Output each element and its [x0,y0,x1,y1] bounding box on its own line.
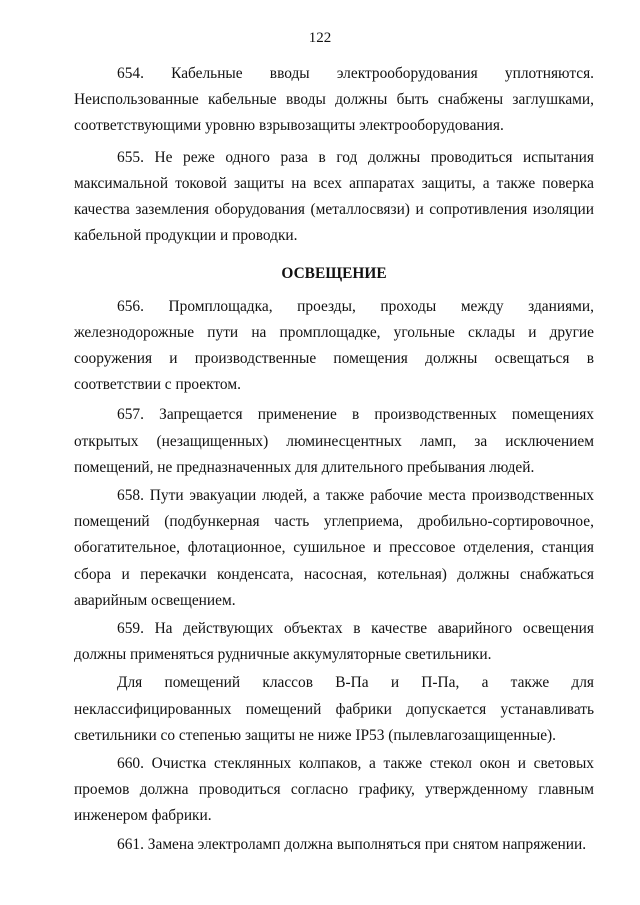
page-number: 122 [308,30,332,46]
paragraph-654: 654. Кабельные вводы электрооборудования уплотняются. Неиспользованные кабельные вводы должны быть снабжены заглушками, соответствующими уровню взрывозащиты электрооборудования. [74,65,594,135]
paragraph-655: 655. Не реже одного раза в год должны проводиться испытания максимальной токовой защиты на всех аппаратах защиты, а также поверка качества заземления оборудования (металлосвязи) и сопротивления изоляции кабельной продукции и проводки. [74,148,594,245]
paragraph-660: 660. Очистка стеклянных колпаков, а также стекол окон и световых проемов должна проводиться согласно графику, утвержденному главным инженером фабрики. [74,755,594,825]
paragraph-658: 658. Пути эвакуации людей, а также рабочие места производственных помещений (подбункерная часть углеприема, дробильно-сортировочное, обогатительное, флотационное, сушильное и прессовое отделения, станция сбора и перекачки конденсата, насосная, котельная) должны снабжаться аварийным освещением. [74,487,594,609]
paragraph-659: 659. На действующих объектах в качестве аварийного освещения должны применяться рудничные аккумуляторные светильники. [74,620,594,664]
paragraph-661: 661. Замена электроламп должна выполняться при снятом напряжении. [117,835,587,853]
paragraph-classes-note: Для помещений классов В-Па и П-Па, а также для неклассифицированных помещений фабрики допускается устанавливать светильники со степенью защиты не ниже IP53 (пылевлагозащищенные). [74,674,594,744]
document-body [74,61,594,858]
section-heading: ОСВЕЩЕНИЕ [281,265,387,283]
paragraph-657: 657. Запрещается применение в производственных помещениях открытых (незащищенных) люминесцентных ламп, за исключением помещений, не предназначенных для длительного пребывания людей. [74,406,594,476]
paragraph-656: 656. Промплощадка, проезды, проходы между зданиями, железнодорожные пути на промплощадке, угольные склады и другие сооружения и производственные помещения должны освещаться в соответствии с проектом. [74,297,594,394]
